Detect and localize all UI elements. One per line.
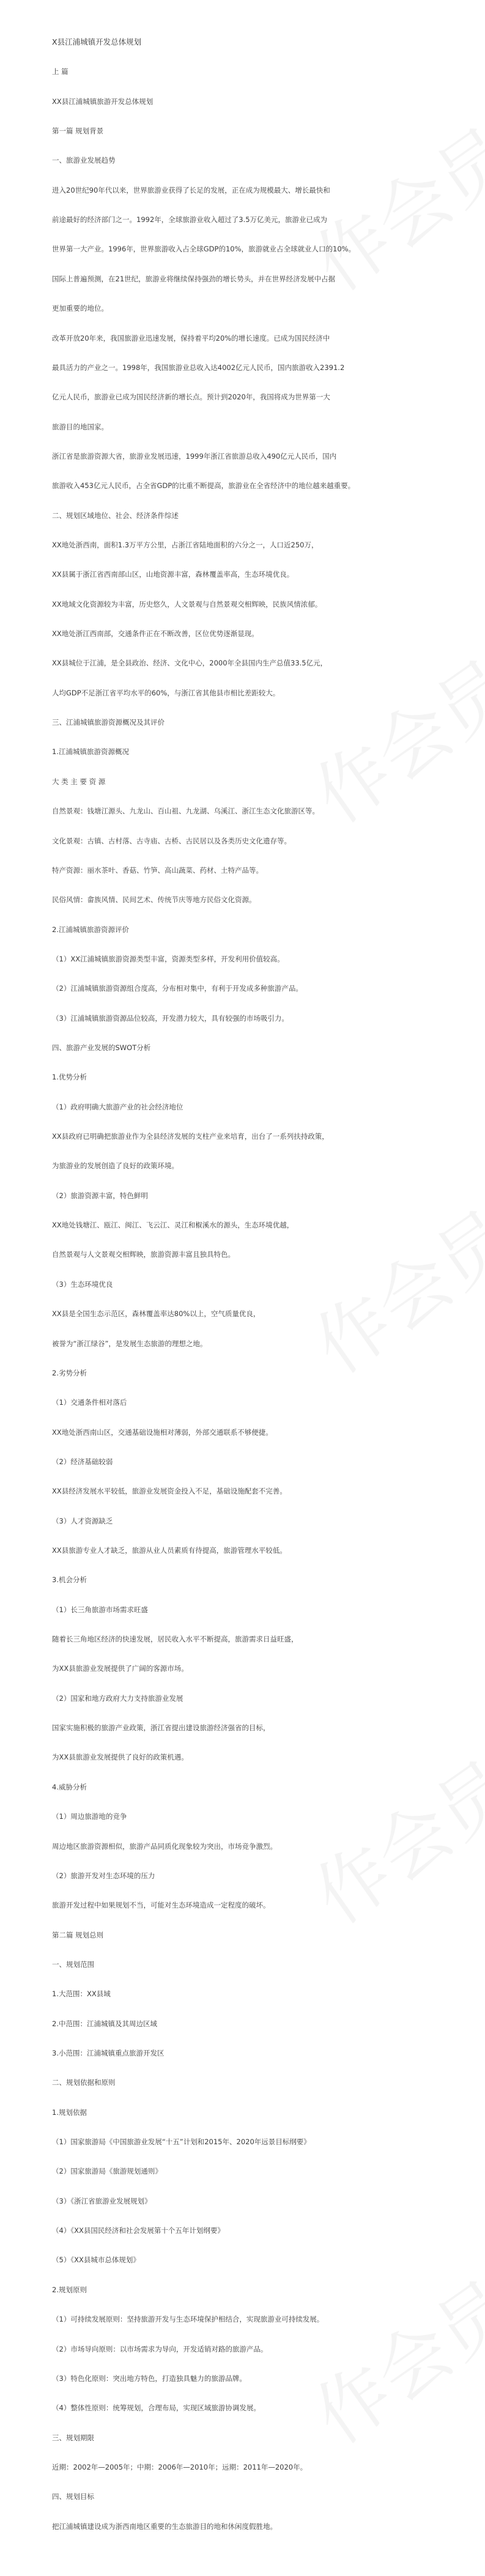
text-line: （3）生态环境优良 xyxy=(52,1280,113,1289)
text-line: （3）江浦城镇旅游资源品位较高，开发潜力较大，具有较强的市场吸引力。 xyxy=(52,1014,289,1023)
text-line: XX县城位于江浦，是全县政治、经济、文化中心，2000年全县国内生产总值33.5亿元， xyxy=(52,659,328,667)
text-line: （3）《浙江省旅游业发展规划》 xyxy=(52,2197,152,2205)
text-line: 2.规划原则 xyxy=(52,2285,87,2294)
text-line: 四、旅游产业发展的SWOT分析 xyxy=(52,1043,151,1052)
text-line: （2）经济基础较弱 xyxy=(52,1457,113,1466)
text-line: （4）《XX县国民经济和社会发展第十个五年计划纲要》 xyxy=(52,2226,224,2235)
text-line: XX县是全国生态示范区，森林覆盖率达80%以上，空气质量优良， xyxy=(52,1309,261,1318)
text-line: （4）整体性原则：统筹规划，合理布局，实现区域旅游协调发展。 xyxy=(52,2404,261,2412)
text-line: 自然景观：钱塘江源头、九龙山、百山祖、九龙湖、乌溪江、浙江生态文化旅游区等。 xyxy=(52,807,319,815)
text-line: 四、规划目标 xyxy=(52,2492,94,2501)
text-line: 国际上普遍预测，在21世纪，旅游业将继续保持强劲的增长势头，并在世界经济发展中占据 xyxy=(52,275,336,283)
text-line: XX县属于浙江省西南部山区，山地资源丰富，森林覆盖率高，生态环境优良。 xyxy=(52,570,294,579)
text-line: （2）市场导向原则：以市场需求为导向，开发适销对路的旅游产品。 xyxy=(52,2345,268,2353)
text-line: （1）周边旅游地的竞争 xyxy=(52,1812,127,1821)
text-line: 自然景观与人文景观交相辉映，旅游资源丰富且独具特色。 xyxy=(52,1250,235,1259)
text-line: 3.机会分析 xyxy=(52,1575,87,1584)
text-line: 1.大范围：XX县域 xyxy=(52,1989,111,1998)
text-line: （1）XX江浦城镇旅游资源类型丰富，资源类型多样，开发利用价值较高。 xyxy=(52,955,284,963)
text-line: 亿元人民币，旅游业已成为国民经济新的增长点。预计到2020年，我国将成为世界第一大 xyxy=(52,393,330,401)
text-line: 更加重要的地位。 xyxy=(52,304,108,313)
text-line: 大 类 主 要 资 源 xyxy=(52,777,106,786)
text-line: 特产资源：丽水茶叶、香菇、竹笋、高山蔬菜、药材、土特产品等。 xyxy=(52,866,263,875)
text-line: XX县江浦城镇旅游开发总体规划 xyxy=(52,97,154,106)
text-line: 民俗风情：畲族风情、民间艺术、传统节庆等地方民俗文化资源。 xyxy=(52,895,256,904)
text-line: 被誉为“浙江绿谷”，是发展生态旅游的理想之地。 xyxy=(52,1339,207,1348)
text-line: 2.中范围：江浦城镇及其周边区域 xyxy=(52,2019,157,2028)
text-line: 世界第一大产业。1996年，世界旅游收入占全球GDP的10%，旅游就业占全球就业人口的10%。 xyxy=(52,245,356,253)
text-line: 进入20世纪90年代以来，世界旅游业获得了长足的发展，正在成为规模最大、增长最快和 xyxy=(52,186,330,194)
text-line: 二、规划区域地位、社会、经济条件综述 xyxy=(52,511,179,520)
text-line: 上 篇 xyxy=(52,67,68,76)
text-line: 最具活力的产业之一。1998年，我国旅游业总收入达4002亿元人民币，国内旅游收入2391.2 xyxy=(52,363,345,372)
text-line: 1.优势分析 xyxy=(52,1073,87,1081)
text-line: XX县政府已明确把旅游业作为全县经济发展的支柱产业来培育，出台了一系列扶持政策， xyxy=(52,1132,329,1141)
text-line: （1）政府明确大旅游产业的社会经济地位 xyxy=(52,1103,183,1111)
text-line: 随着长三角地区经济的快速发展，居民收入水平不断提高，旅游需求日益旺盛， xyxy=(52,1635,298,1643)
text-line: 2.劣势分析 xyxy=(52,1369,87,1377)
text-line: （2）国家和地方政府大力支持旅游业发展 xyxy=(52,1694,183,1703)
text-line: 2.江浦城镇旅游资源评价 xyxy=(52,925,129,934)
text-line: XX地处浙西南，面积1.3万平方公里，占浙江省陆地面积的六分之一，人口近250万， xyxy=(52,541,319,549)
text-line: （2）江浦城镇旅游资源组合度高，分布相对集中，有利于开发成多种旅游产品。 xyxy=(52,984,303,993)
text-line: 为旅游业的发展创造了良好的政策环境。 xyxy=(52,1161,179,1170)
text-line: 旅游收入453亿元人民币，占全省GDP的比重不断提高，旅游业在全省经济中的地位越来越重要。 xyxy=(52,481,355,490)
text-line: （3）特色化原则：突出地方特色，打造独具魅力的旅游品牌。 xyxy=(52,2374,246,2383)
text-line: 文化景观：古镇、古村落、古寺庙、古桥、古民居以及各类历史文化遗存等。 xyxy=(52,837,291,845)
text-line: 为XX县旅游业发展提供了良好的政策机遇。 xyxy=(52,1753,188,1761)
text-line: 4.威胁分析 xyxy=(52,1783,87,1791)
text-line: 周边地区旅游资源相似，旅游产品同质化现象较为突出，市场竞争激烈。 xyxy=(52,1842,277,1851)
text-line: （1）长三角旅游市场需求旺盛 xyxy=(52,1605,148,1614)
text-line: 三、江浦城镇旅游资源概况及其评价 xyxy=(52,718,165,727)
text-line: XX地域文化资源较为丰富，历史悠久，人文景观与自然景观交相辉映，民族风情浓郁。 xyxy=(52,600,322,609)
text-line: 近期：2002年—2005年；中期：2006年—2010年；远期：2011年—2020年。 xyxy=(52,2463,308,2471)
text-line: 3.小范围：江浦城镇重点旅游开发区 xyxy=(52,2049,165,2057)
text-line: 国家实施积极的旅游产业政策，浙江省提出建设旅游经济强省的目标， xyxy=(52,1723,270,1732)
text-line: 为XX县旅游业发展提供了广阔的客源市场。 xyxy=(52,1664,188,1673)
text-line: 第一篇 规划背景 xyxy=(52,127,104,135)
text-line: 三、规划期限 xyxy=(52,2434,94,2442)
text-line: XX县经济发展水平较低，旅游业发展资金投入不足，基础设施配套不完善。 xyxy=(52,1487,287,1495)
text-line: 第二篇 规划总则 xyxy=(52,1931,104,1939)
text-line: XX地处钱塘江、瓯江、闽江、飞云江、灵江和椒溪水的源头，生态环境优越， xyxy=(52,1221,294,1229)
text-line: 一、规划范围 xyxy=(52,1960,94,1969)
text-line: XX地处浙江西南部，交通条件正在不断改善，区位优势逐渐显现。 xyxy=(52,629,259,638)
text-line: （2）国家旅游局《旅游规划通则》 xyxy=(52,2167,162,2175)
text-line: （1）可持续发展原则：坚持旅游开发与生态环境保护相结合，实现旅游业可持续发展。 xyxy=(52,2315,324,2323)
text-line: 一、旅游业发展趋势 xyxy=(52,156,116,165)
text-line: 1.江浦城镇旅游资源概况 xyxy=(52,747,129,756)
text-line: 人均GDP不足浙江省平均水平的60%，与浙江省其他县市相比差距较大。 xyxy=(52,689,280,697)
text-line: 把江浦城镇建设成为浙西南地区重要的生态旅游目的地和休闲度假胜地。 xyxy=(52,2522,277,2531)
text-line: 前途最好的经济部门之一。1992年，全球旅游业收入超过了3.5万亿美元，旅游业已成为 xyxy=(52,215,328,224)
text-line: 旅游开发过程中如果规划不当，可能对生态环境造成一定程度的破坏。 xyxy=(52,1901,270,1909)
text-line: （2）旅游开发对生态环境的压力 xyxy=(52,1871,155,1880)
text-line: （5）《XX县城市总体规划》 xyxy=(52,2256,140,2264)
text-line: XX县旅游专业人才缺乏，旅游从业人员素质有待提高，旅游管理水平较低。 xyxy=(52,1546,287,1555)
document-title: X县江浦城镇开发总体规划 xyxy=(52,37,142,46)
text-line: 二、规划依据和原则 xyxy=(52,2078,116,2087)
text-line: （1）交通条件相对落后 xyxy=(52,1398,127,1407)
text-line: XX地处浙西南山区，交通基础设施相对薄弱，外部交通联系不够便捷。 xyxy=(52,1428,273,1437)
text-line: 浙江省是旅游资源大省，旅游业发展迅速，1999年浙江省旅游总收入490亿元人民币，国内 xyxy=(52,452,337,461)
text-line: 旅游目的地国家。 xyxy=(52,423,108,431)
text-line: 改革开放20年来，我国旅游业迅速发展，保持着平均20%的增长速度。已成为国民经济中 xyxy=(52,334,330,342)
text-line: （2）旅游资源丰富，特色鲜明 xyxy=(52,1191,148,1200)
text-line: 1.规划依据 xyxy=(52,2108,87,2117)
text-line: （3）人才资源缺乏 xyxy=(52,1517,113,1525)
text-line: （1）国家旅游局《中国旅游业发展“十五”计划和2015年、2020年远景目标纲要》 xyxy=(52,2137,311,2146)
